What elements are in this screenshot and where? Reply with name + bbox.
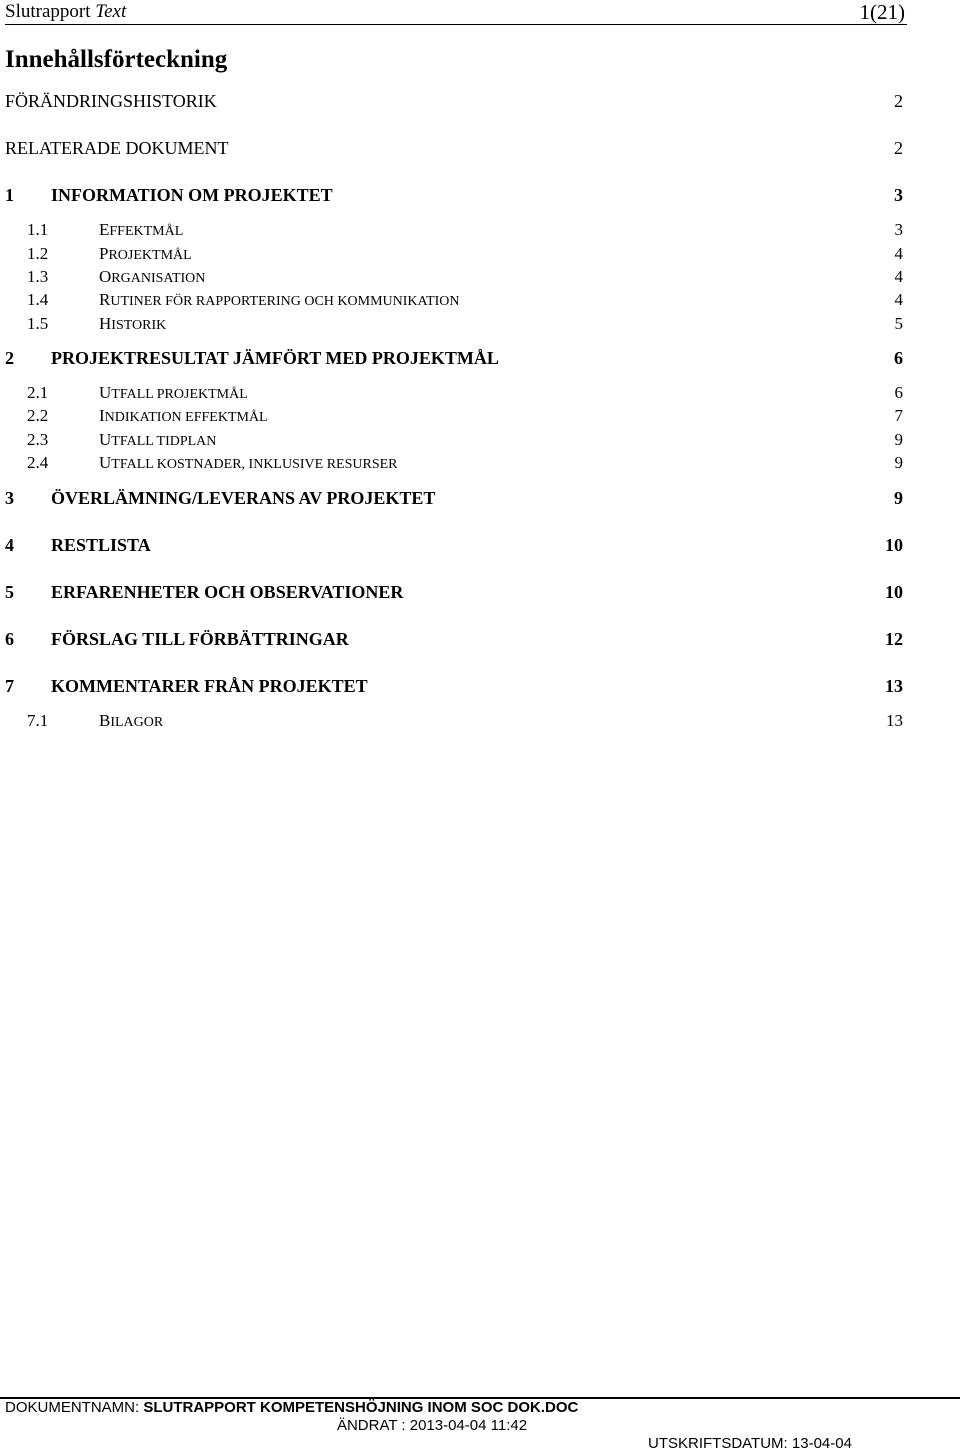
toc-entry-page: 7	[894, 406, 903, 425]
toc-entry-label-rest: ISTORIK	[111, 318, 167, 333]
page-header	[5, 0, 907, 25]
toc-entry-number: 2	[5, 348, 14, 368]
toc-entry[interactable]	[5, 627, 903, 651]
toc-entry-page: 9	[894, 453, 903, 472]
toc-entry-number: 7.1	[27, 711, 49, 730]
toc-entry[interactable]	[5, 89, 903, 113]
toc-entry-label-rest: FFEKTMÅL	[109, 224, 184, 239]
toc-entry-label-rest: TFALL TIDPLAN	[111, 434, 217, 449]
toc-entry-page: 2	[894, 91, 903, 111]
toc-entry-page: 5	[894, 314, 903, 333]
header-title-italic: Text	[95, 1, 127, 22]
toc-entry[interactable]	[5, 451, 903, 475]
toc-entry-label: FÖRSLAG TILL FÖRBÄTTRINGAR	[51, 629, 349, 649]
toc-entry-label: INFORMATION OM PROJEKTET	[51, 185, 333, 205]
toc-entry-page: 10	[885, 582, 903, 602]
toc-entry-number: 4	[5, 535, 14, 555]
toc-entry[interactable]	[5, 533, 903, 557]
toc-entry[interactable]	[5, 404, 903, 428]
toc-entry-label-initial: H	[99, 314, 112, 333]
toc-entry-page: 4	[894, 290, 903, 309]
toc-entry-number: 2.4	[27, 453, 49, 472]
toc-entry-label	[99, 312, 166, 338]
toc-entry[interactable]	[5, 265, 903, 289]
toc-entry-label-initial: U	[99, 383, 112, 402]
toc-entry-label: ERFARENHETER OCH OBSERVATIONER	[51, 582, 404, 602]
toc-entry-label	[99, 709, 163, 735]
toc-entry[interactable]	[5, 242, 903, 266]
toc-entry-number: 2.2	[27, 406, 49, 425]
toc-entry-label-rest: ILAGOR	[110, 715, 164, 730]
toc-entry[interactable]	[5, 312, 903, 336]
toc-entry-page: 9	[894, 488, 903, 508]
toc-entry-number: 1.2	[27, 244, 49, 263]
toc-entry-label: ÖVERLÄMNING/LEVERANS AV PROJEKTET	[51, 488, 436, 508]
header-page-number: 1(21)	[859, 0, 905, 24]
toc-entry[interactable]	[5, 136, 903, 160]
toc-entry-number: 1.3	[27, 267, 49, 286]
toc-entry[interactable]	[5, 218, 903, 242]
toc-entry-number: 1	[5, 185, 14, 205]
toc-entry[interactable]	[5, 183, 903, 207]
toc-entry-page: 12	[885, 629, 903, 649]
toc-entry[interactable]	[5, 288, 903, 312]
toc-entry[interactable]	[5, 674, 903, 698]
header-title-text: Slutrapport	[5, 1, 91, 22]
footer-print-date: UTSKRIFTSDATUM: 13-04-04	[648, 1435, 852, 1452]
toc-entry-page: 10	[885, 535, 903, 555]
toc-entry-page: 2	[894, 138, 903, 158]
toc-entry-label: PROJEKTRESULTAT JÄMFÖRT MED PROJEKTMÅL	[51, 348, 499, 368]
toc-entry-label: FÖRÄNDRINGSHISTORIK	[5, 91, 217, 111]
toc-entry-page: 13	[886, 711, 903, 730]
toc-entry-number: 3	[5, 488, 14, 508]
toc-entry-number: 2.1	[27, 383, 49, 402]
footer-document-name	[5, 1398, 578, 1418]
toc-entry-page: 13	[885, 676, 903, 696]
toc-entry-page: 9	[894, 430, 903, 449]
toc-entry-label-initial: R	[99, 290, 111, 309]
toc-entry-page: 4	[894, 267, 903, 286]
toc-entry-page: 6	[894, 383, 903, 402]
toc-entry-page: 3	[894, 185, 903, 205]
toc-entry-number: 1.1	[27, 220, 49, 239]
toc-entry[interactable]	[5, 428, 903, 452]
toc-entry-label	[99, 218, 183, 244]
header-doc-title	[5, 0, 126, 24]
toc-entry-label-initial: E	[99, 220, 110, 239]
toc-entry-number: 5	[5, 582, 14, 602]
toc-entry[interactable]	[5, 346, 903, 370]
footer-doc-label: DOKUMENTNAMN:	[5, 1399, 140, 1416]
toc-entry-label-rest: RGANISATION	[111, 271, 206, 286]
toc-entry-page: 6	[894, 348, 903, 368]
toc-entry-label-initial: U	[99, 430, 112, 449]
toc-entry-label: RESTLISTA	[51, 535, 151, 555]
toc-entry-label-rest: ROJEKTMÅL	[108, 248, 192, 263]
toc-entry-label: RELATERADE DOKUMENT	[5, 138, 229, 158]
toc-entry-number: 1.4	[27, 290, 49, 309]
toc-entry-number: 2.3	[27, 430, 49, 449]
toc-entry-number: 7	[5, 676, 14, 696]
toc-entry-page: 4	[894, 244, 903, 263]
toc-entry-label-initial: I	[99, 406, 105, 425]
toc-entry-label-rest: NDIKATION EFFEKTMÅL	[104, 410, 268, 425]
toc-entry[interactable]	[5, 580, 903, 604]
toc-entry-label-initial: U	[99, 453, 112, 472]
toc-entry[interactable]	[5, 709, 903, 733]
toc-entry[interactable]	[5, 486, 903, 510]
toc-entry-label	[99, 288, 460, 314]
toc-heading: Innehållsförteckning	[5, 46, 228, 73]
footer-doc-filename: SLUTRAPPORT KOMPETENSHÖJNING INOM SOC DOK.DOC	[143, 1399, 579, 1416]
toc-entry-label-initial: B	[99, 711, 111, 730]
toc-entry-label-rest: UTINER FÖR RAPPORTERING OCH KOMMUNIKATION	[110, 294, 460, 309]
toc-entry-label-rest: TFALL KOSTNADER, INKLUSIVE RESURSER	[111, 457, 398, 472]
toc-entry-number: 6	[5, 629, 14, 649]
toc-entry-label	[99, 451, 398, 477]
toc-entry-label-rest: TFALL PROJEKTMÅL	[111, 387, 248, 402]
toc-entry-page: 3	[894, 220, 903, 239]
toc-entry-label-initial: O	[99, 267, 112, 286]
toc-entry-number: 1.5	[27, 314, 49, 333]
footer-changed-date: ÄNDRAT : 2013-04-04 11:42	[336, 1417, 528, 1434]
toc-entry[interactable]	[5, 381, 903, 405]
toc-entry-label	[99, 404, 268, 430]
toc-entry-label-initial: P	[99, 244, 109, 263]
toc-entry-label: KOMMENTARER FRÅN PROJEKTET	[51, 676, 368, 696]
